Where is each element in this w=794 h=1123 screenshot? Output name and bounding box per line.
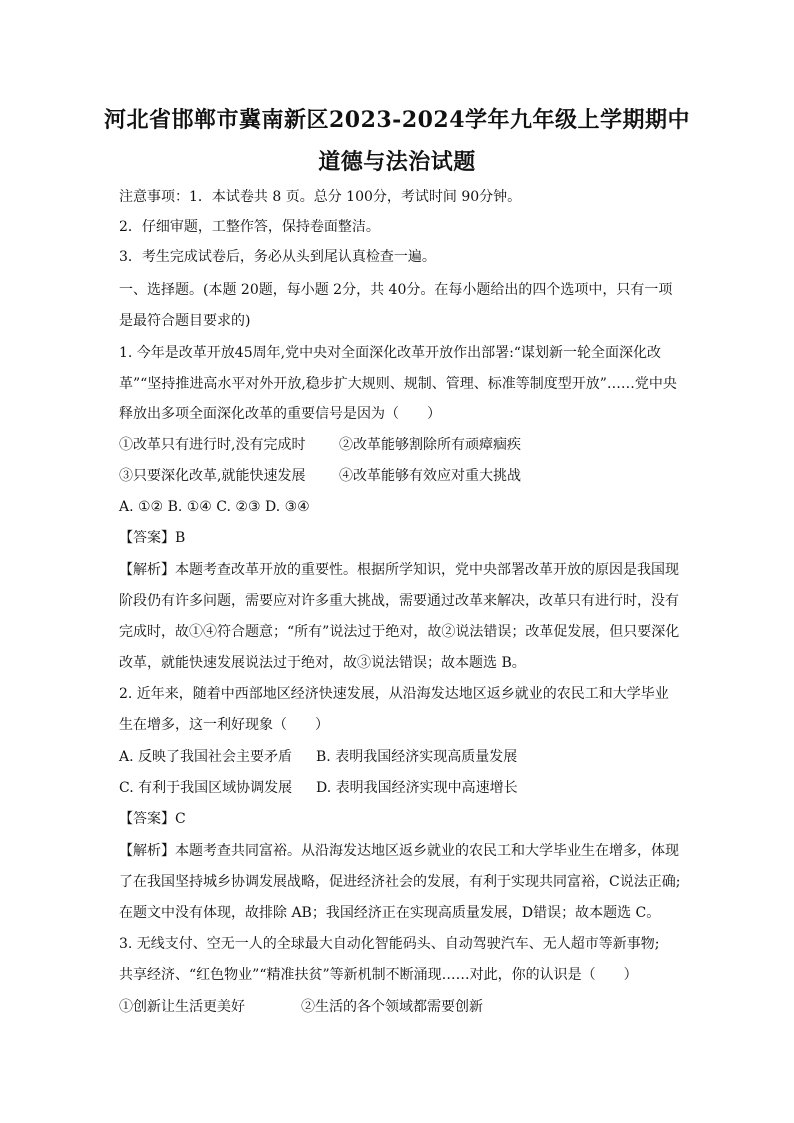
q1-analysis-line-2: 阶段仍有许多问题，需要应对许多重大挑战，需要通过改革来解决，改革只有进行时，没有 [119,593,679,609]
q2-analysis-line-1: 【解析】本题考查共同富裕。从沿海发达地区返乡就业的农民工和大学毕业生在增多，体现 [119,843,679,859]
exam-title-line-1: 河北省邯郸市冀南新区2023-2024学年九年级上学期期中 [103,107,691,133]
exam-title-line-2: 道德与法治试题 [318,149,476,175]
q3-statement-1: ①创新让生活更美好 [119,999,245,1015]
q2-option-c: C. 有利于我国区域协调发展 [119,780,293,796]
note-2: 2．仔细审题，工整作答，保持卷面整洁。 [119,219,380,235]
q1-analysis-line-4: 改革，就能快速发展说法过于绝对，故③说法错误；故本题选 B。 [119,655,526,671]
q1-stem-line-3: 释放出多项全面深化改革的重要信号是因为（ ） [119,406,441,422]
q3-statement-2: ②生活的各个领域都需要创新 [301,999,483,1015]
q1-statement-2: ②改革能够割除所有顽瘴痼疾 [339,437,521,453]
q3-stem-line-2: 共享经济、“红色物业”“精准扶贫”等新机制不断涌现……对此，你的认识是（ ） [119,967,638,983]
q2-option-d: D. 表明我国经济实现中高速增长 [316,780,518,796]
q2-stem-line-1: 2. 近年来，随着中西部地区经济快速发展，从沿海发达地区返乡就业的农民工和大学毕业 [119,686,669,702]
section-heading-cont: 是最符合题目要求的) [119,313,251,329]
note-3: 3．考生完成试卷后，务必从头到尾认真检查一遍。 [119,249,436,265]
q1-analysis-line-3: 完成时，故①④符合题意；“所有”说法过于绝对，故②说法错误；改革促发展，但只要深化 [119,624,680,640]
q2-option-a: A. 反映了我国社会主要矛盾 [119,749,293,765]
q2-stem-line-2: 生在增多，这一利好现象（ ） [119,717,329,733]
q2-answer: 【答案】C [119,811,186,827]
note-1: 注意事项：1．本试卷共 8 页。总分 100分，考试时间 90分钟。 [119,189,522,205]
q1-stem-line-2: 革”“坚持推进高水平对外开放,稳步扩大规则、规制、管理、标准等制度型开放”……党中央 [119,376,677,392]
q2-analysis-line-3: 在题文中没有体现，故排除 AB；我国经济正在实现高质量发展，D错误；故本题选 C。 [119,905,661,921]
q1-statement-4: ④改革能够有效应对重大挑战 [339,468,521,484]
q1-statement-1: ①改革只有进行时,没有完成时 [119,437,306,453]
section-heading: 一、选择题。(本题 20题，每小题 2分，共 40分。在每小题给出的四个选项中，只有一项 [119,282,673,298]
q1-stem-line-1: 1. 今年是改革开放45周年,党中央对全面深化改革开放作出部署:“谋划新一轮全面深化改 [119,345,661,361]
q1-analysis-line-1: 【解析】本题考查改革开放的重要性。根据所学知识，党中央部署改革开放的原因是我国现 [119,562,679,578]
q1-statement-3: ③只要深化改革,就能快速发展 [119,468,306,484]
q1-answer: 【答案】B [119,530,186,546]
q1-choices: A. ①② B. ①④ C. ②③ D. ③④ [119,499,310,515]
q2-analysis-line-2: 了在我国坚持城乡协调发展战略，促进经济社会的发展，有利于实现共同富裕，C说法正确; [119,874,681,890]
q3-stem-line-1: 3. 无线支付、空无一人的全球最大自动化智能码头、自动驾驶汽车、无人超市等新事物; [119,936,660,952]
q2-option-b: B. 表明我国经济实现高质量发展 [316,749,518,765]
